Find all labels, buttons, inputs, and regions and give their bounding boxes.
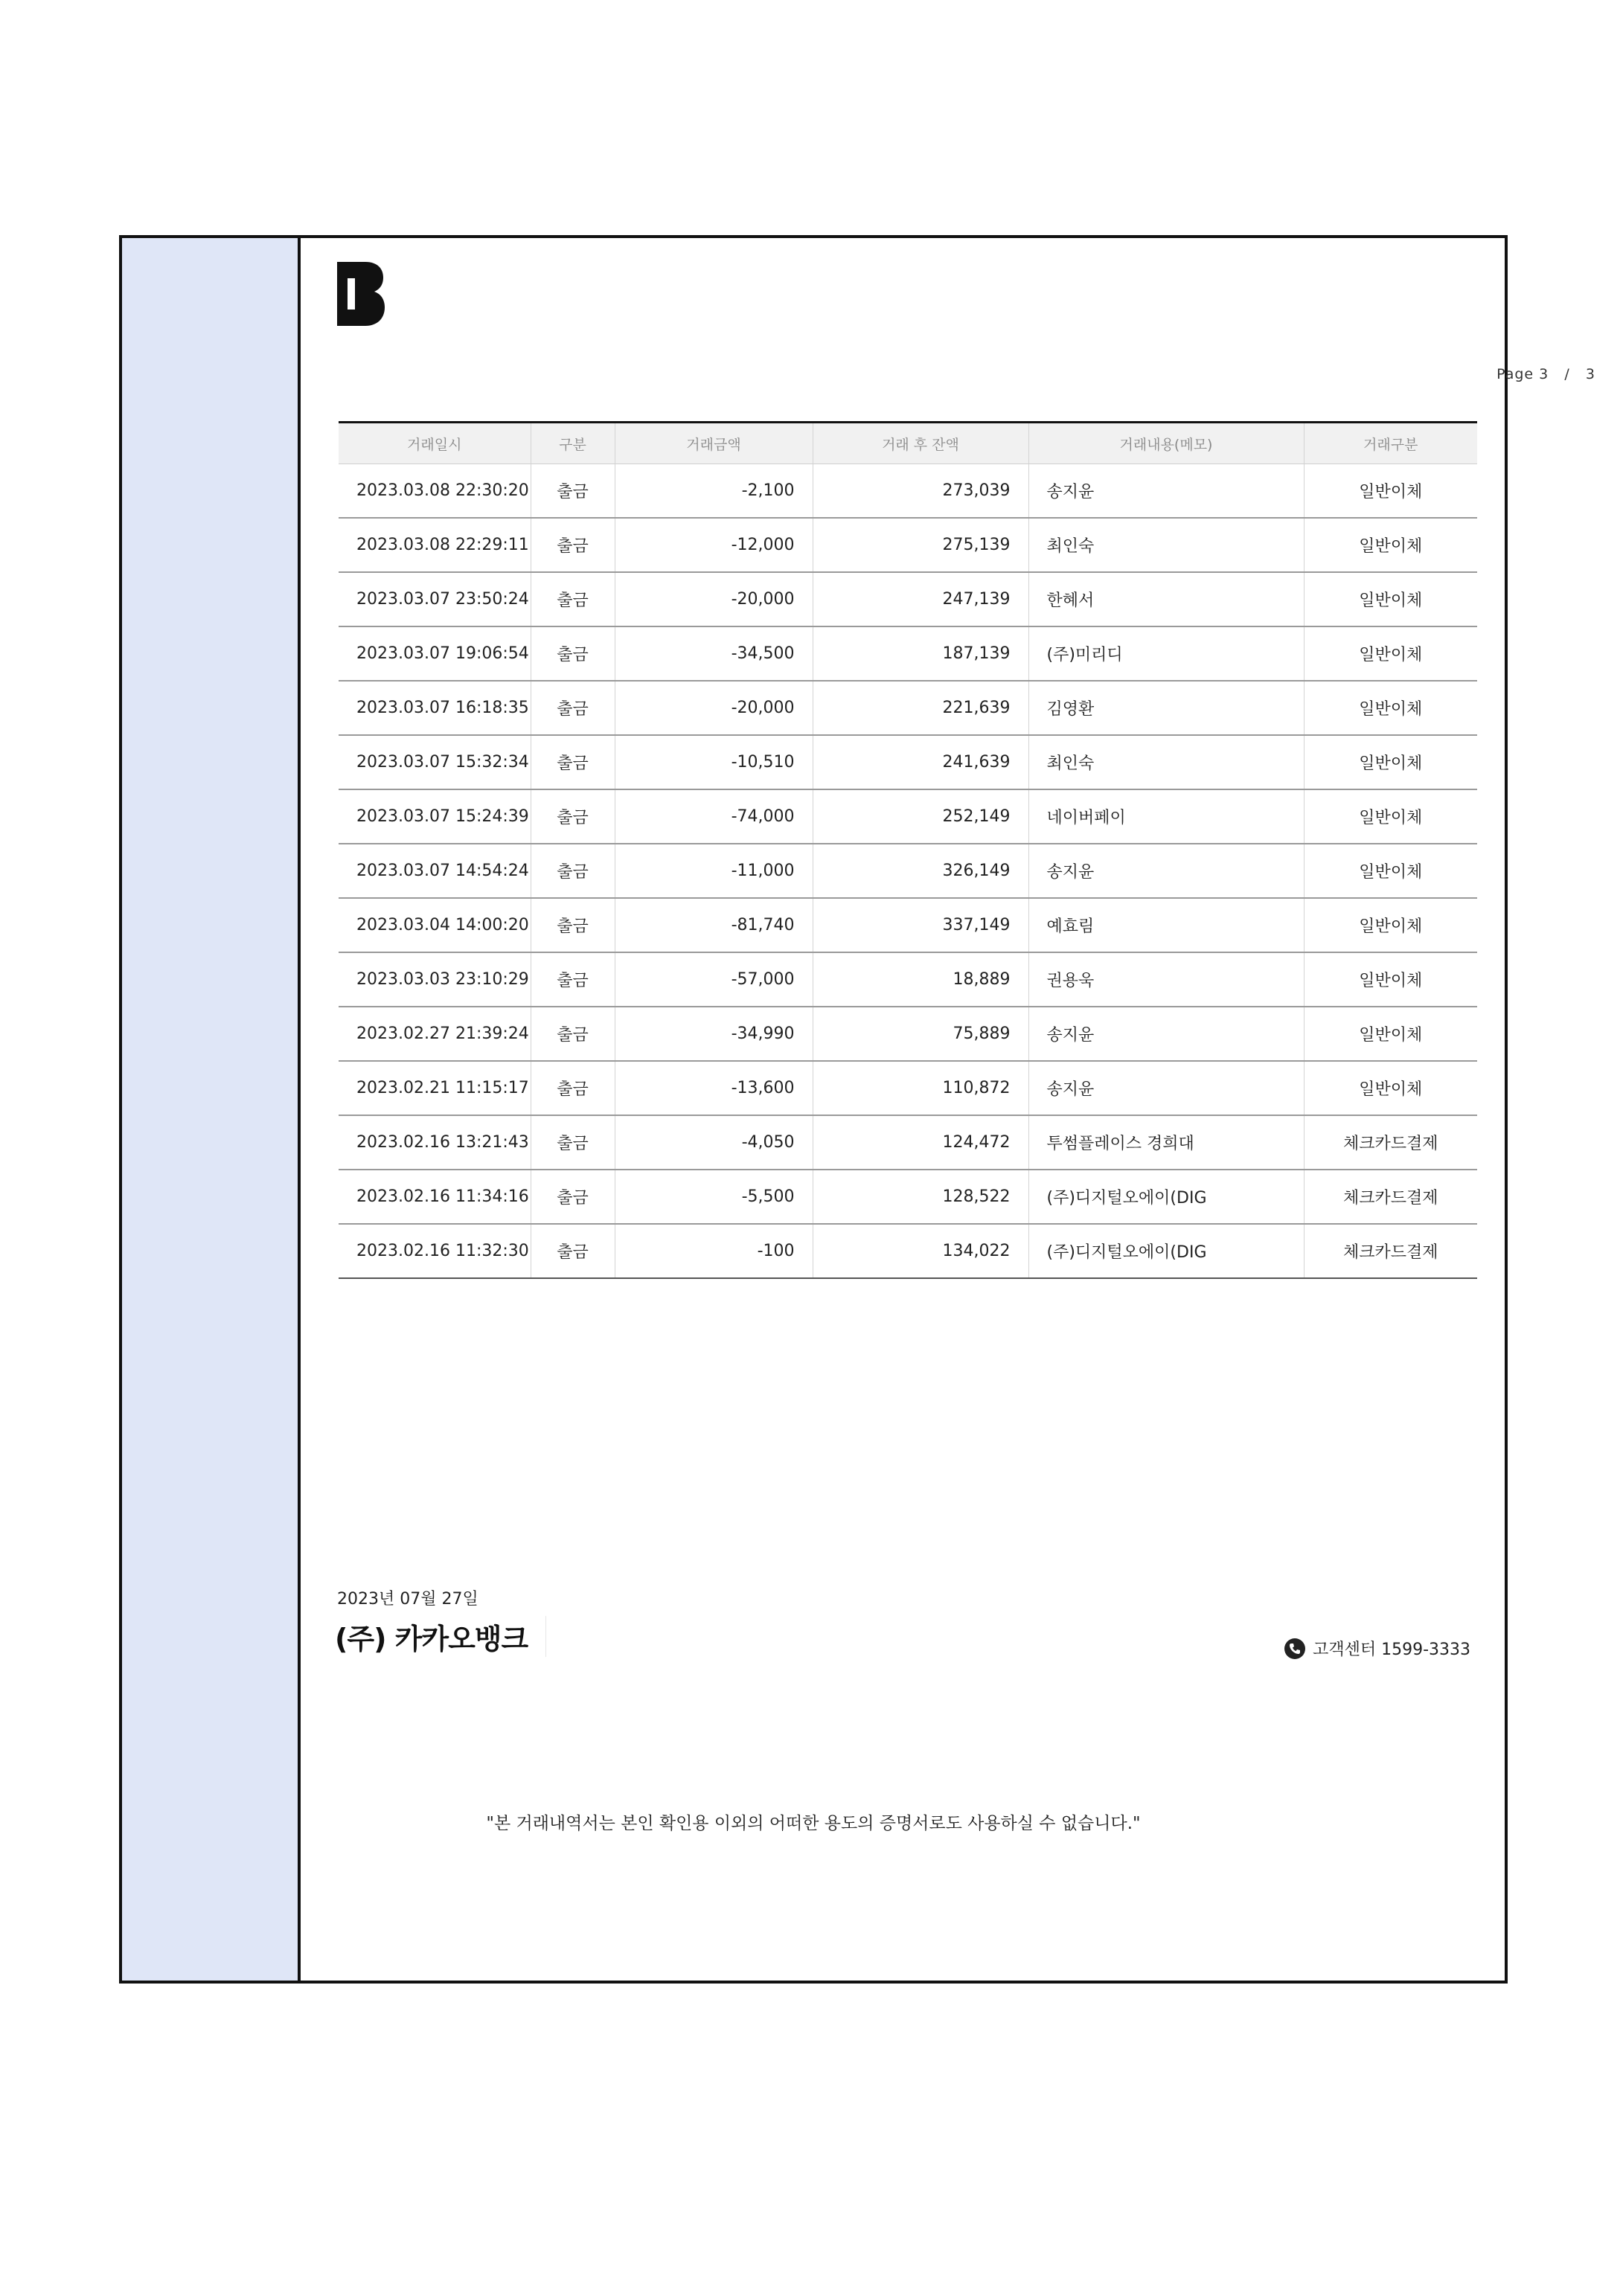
cell-datetime: 2023.03.08 22:29:11 <box>339 518 531 572</box>
cell-memo: 권용욱 <box>1028 952 1304 1007</box>
cell-datetime: 2023.02.16 13:21:43 <box>339 1115 531 1170</box>
cell-category: 체크카드결제 <box>1304 1224 1477 1278</box>
cell-amount: -20,000 <box>615 681 813 735</box>
cell-datetime: 2023.03.07 19:06:54 <box>339 626 531 681</box>
header-category: 거래구분 <box>1304 423 1477 464</box>
cell-memo: 최인숙 <box>1028 735 1304 789</box>
page-indicator <box>1387 366 1595 382</box>
cell-balance: 18,889 <box>813 952 1028 1007</box>
cell-category: 일반이체 <box>1304 1061 1477 1115</box>
phone-icon <box>1284 1638 1305 1659</box>
transaction-table <box>339 421 1477 1279</box>
table-row <box>339 1115 1477 1170</box>
cell-type: 출금 <box>531 844 615 898</box>
cell-type: 출금 <box>531 1170 615 1224</box>
company-name: (주) 카카오뱅크 <box>335 1616 546 1657</box>
cell-memo: 예효림 <box>1028 898 1304 952</box>
table-row <box>339 681 1477 735</box>
table-row <box>339 1170 1477 1224</box>
cell-datetime: 2023.02.16 11:34:16 <box>339 1170 531 1224</box>
cell-type: 출금 <box>531 518 615 572</box>
table-row <box>339 844 1477 898</box>
cell-amount: -5,500 <box>615 1170 813 1224</box>
table-row <box>339 1007 1477 1061</box>
sidebar-panel <box>122 238 301 1981</box>
cell-category: 체크카드결제 <box>1304 1115 1477 1170</box>
cell-type: 출금 <box>531 952 615 1007</box>
cell-datetime: 2023.03.07 16:18:35 <box>339 681 531 735</box>
transaction-rows <box>339 464 1477 1279</box>
header-amount: 거래금액 <box>615 423 813 464</box>
cell-category: 일반이체 <box>1304 735 1477 789</box>
cell-balance: 275,139 <box>813 518 1028 572</box>
cell-type: 출금 <box>531 681 615 735</box>
cell-amount: -100 <box>615 1224 813 1278</box>
cell-memo: 최인숙 <box>1028 518 1304 572</box>
cell-balance: 247,139 <box>813 572 1028 626</box>
page-total: 3 <box>1585 366 1595 382</box>
cell-category: 일반이체 <box>1304 626 1477 681</box>
cell-memo: (주)디지털오에이(DIG <box>1028 1170 1304 1224</box>
table-row <box>339 789 1477 844</box>
cell-datetime: 2023.02.16 11:32:30 <box>339 1224 531 1278</box>
cell-amount: -13,600 <box>615 1061 813 1115</box>
cell-datetime: 2023.03.08 22:30:20 <box>339 464 531 519</box>
header-datetime: 거래일시 <box>339 423 531 464</box>
table-row <box>339 735 1477 789</box>
cell-category: 체크카드결제 <box>1304 1170 1477 1224</box>
cell-category: 일반이체 <box>1304 844 1477 898</box>
cell-memo: 네이버페이 <box>1028 789 1304 844</box>
issue-date: 2023년 07월 27일 <box>337 1590 478 1609</box>
cell-amount: -2,100 <box>615 464 813 519</box>
cell-memo: (주)디지털오에이(DIG <box>1028 1224 1304 1278</box>
cell-amount: -12,000 <box>615 518 813 572</box>
cell-category: 일반이체 <box>1304 789 1477 844</box>
cell-datetime: 2023.03.07 14:54:24 <box>339 844 531 898</box>
disclaimer-notice: "본 거래내역서는 본인 확인용 이외의 어떠한 용도의 증명서로도 사용하실 수 없습니다." <box>486 1814 1141 1833</box>
table-row <box>339 518 1477 572</box>
cell-type: 출금 <box>531 1115 615 1170</box>
cell-balance: 221,639 <box>813 681 1028 735</box>
cell-amount: -81,740 <box>615 898 813 952</box>
cell-amount: -4,050 <box>615 1115 813 1170</box>
table-row <box>339 1061 1477 1115</box>
table-row <box>339 1224 1477 1278</box>
cell-balance: 124,472 <box>813 1115 1028 1170</box>
cell-memo: 김영환 <box>1028 681 1304 735</box>
cell-balance: 128,522 <box>813 1170 1028 1224</box>
cell-datetime: 2023.02.27 21:39:24 <box>339 1007 531 1061</box>
cell-amount: -34,990 <box>615 1007 813 1061</box>
table-row <box>339 572 1477 626</box>
cell-balance: 241,639 <box>813 735 1028 789</box>
cell-amount: -74,000 <box>615 789 813 844</box>
cell-datetime: 2023.03.03 23:10:29 <box>339 952 531 1007</box>
cell-memo: 한혜서 <box>1028 572 1304 626</box>
cell-amount: -20,000 <box>615 572 813 626</box>
cell-category: 일반이체 <box>1304 572 1477 626</box>
cell-datetime: 2023.03.04 14:00:20 <box>339 898 531 952</box>
cell-amount: -34,500 <box>615 626 813 681</box>
cell-amount: -10,510 <box>615 735 813 789</box>
cell-type: 출금 <box>531 1061 615 1115</box>
cell-datetime: 2023.03.07 23:50:24 <box>339 572 531 626</box>
cell-balance: 273,039 <box>813 464 1028 519</box>
cell-category: 일반이체 <box>1304 681 1477 735</box>
cell-balance: 187,139 <box>813 626 1028 681</box>
cell-type: 출금 <box>531 572 615 626</box>
cell-type: 출금 <box>531 1224 615 1278</box>
table-row <box>339 626 1477 681</box>
table-row <box>339 898 1477 952</box>
cell-type: 출금 <box>531 626 615 681</box>
table-row <box>339 952 1477 1007</box>
cell-category: 일반이체 <box>1304 518 1477 572</box>
cell-balance: 75,889 <box>813 1007 1028 1061</box>
statement-frame <box>119 235 1595 1984</box>
cell-memo: 송지윤 <box>1028 1007 1304 1061</box>
page-separator: / <box>1564 366 1570 382</box>
cell-memo: 송지윤 <box>1028 844 1304 898</box>
cell-balance: 252,149 <box>813 789 1028 844</box>
page-current: 3 <box>1539 366 1549 382</box>
cell-type: 출금 <box>531 898 615 952</box>
cell-type: 출금 <box>531 735 615 789</box>
cell-category: 일반이체 <box>1304 464 1477 519</box>
cell-type: 출금 <box>531 1007 615 1061</box>
table-row <box>339 464 1477 519</box>
cell-category: 일반이체 <box>1304 952 1477 1007</box>
cell-category: 일반이체 <box>1304 898 1477 952</box>
cell-datetime: 2023.03.07 15:32:34 <box>339 735 531 789</box>
header-type: 구분 <box>531 423 615 464</box>
cell-memo: (주)미리디 <box>1028 626 1304 681</box>
cell-memo: 송지윤 <box>1028 1061 1304 1115</box>
cell-memo: 투썸플레이스 경희대 <box>1028 1115 1304 1170</box>
cell-datetime: 2023.02.21 11:15:17 <box>339 1061 531 1115</box>
header-balance: 거래 후 잔액 <box>813 423 1028 464</box>
table-header-row <box>339 423 1477 464</box>
cell-balance: 337,149 <box>813 898 1028 952</box>
cell-datetime: 2023.03.07 15:24:39 <box>339 789 531 844</box>
header-memo: 거래내용(메모) <box>1028 423 1304 464</box>
kakaobank-b-logo-icon <box>337 262 385 326</box>
cell-balance: 134,022 <box>813 1224 1028 1278</box>
cell-category: 일반이체 <box>1304 1007 1477 1061</box>
cell-balance: 326,149 <box>813 844 1028 898</box>
cell-balance: 110,872 <box>813 1061 1028 1115</box>
cell-amount: -11,000 <box>615 844 813 898</box>
customer-center-label: 고객센터 1599-3333 <box>1313 1641 1470 1659</box>
customer-center <box>1284 1637 1470 1660</box>
cell-amount: -57,000 <box>615 952 813 1007</box>
cell-type: 출금 <box>531 789 615 844</box>
cell-memo: 송지윤 <box>1028 464 1304 519</box>
cell-type: 출금 <box>531 464 615 519</box>
page-label: Page <box>1496 366 1534 382</box>
